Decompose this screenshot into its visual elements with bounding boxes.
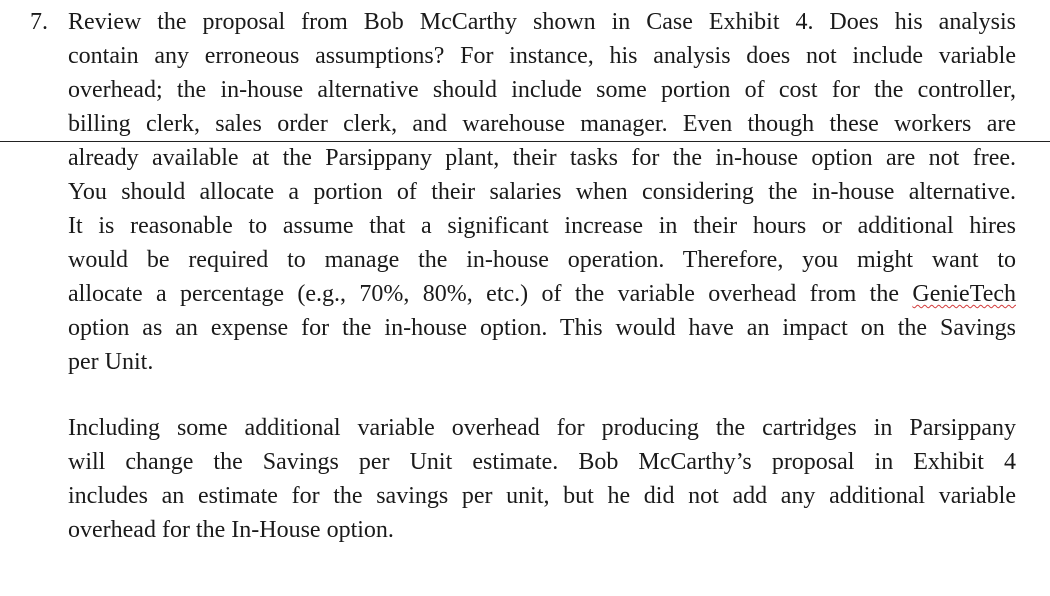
paragraph-1-line: would be required to manage the in-house operation. Therefore, you might want to [68,247,1016,273]
paragraph-1-line: Review the proposal from Bob McCarthy shown in Case Exhibit 4. Does his analysis [68,9,1016,35]
paragraph-1-line: You should allocate a portion of their salaries when considering the in-house alternative. [68,179,1016,205]
paragraph-1-line: billing clerk, sales order clerk, and warehouse manager. Even though these workers are [68,111,1016,137]
item-number: 7. [30,9,48,35]
paragraph-1-line: already available at the Parsippany plant, their tasks for the in-house option are not free. [68,145,1016,171]
paragraph-2-line: will change the Savings per Unit estimate. Bob McCarthy’s proposal in Exhibit 4 [68,449,1016,475]
paragraph-1-line-text: allocate a percentage (e.g., 70%, 80%, etc.) of the variable overhead from the [68,281,913,307]
paragraph-1-line: per Unit. [68,349,154,375]
spellcheck-flagged-word[interactable]: GenieTech [912,281,1016,307]
paragraph-1-line: option as an expense for the in-house option. This would have an impact on the Savings [68,315,1016,341]
paragraph-1-line: contain any erroneous assumptions? For instance, his analysis does not include variable [68,43,1016,69]
paragraph-2-line: overhead for the In-House option. [68,517,394,543]
paragraph-1-line-with-flag [68,278,1016,312]
paragraph-1-line: It is reasonable to assume that a significant increase in their hours or additional hires [68,213,1016,239]
paragraph-2-line: Including some additional variable overhead for producing the cartridges in Parsippany [68,415,1016,441]
paragraph-2-line: includes an estimate for the savings per unit, but he did not add any additional variable [68,483,1016,509]
paragraph-1-line: overhead; the in-house alternative should include some portion of cost for the controller, [68,77,1016,103]
